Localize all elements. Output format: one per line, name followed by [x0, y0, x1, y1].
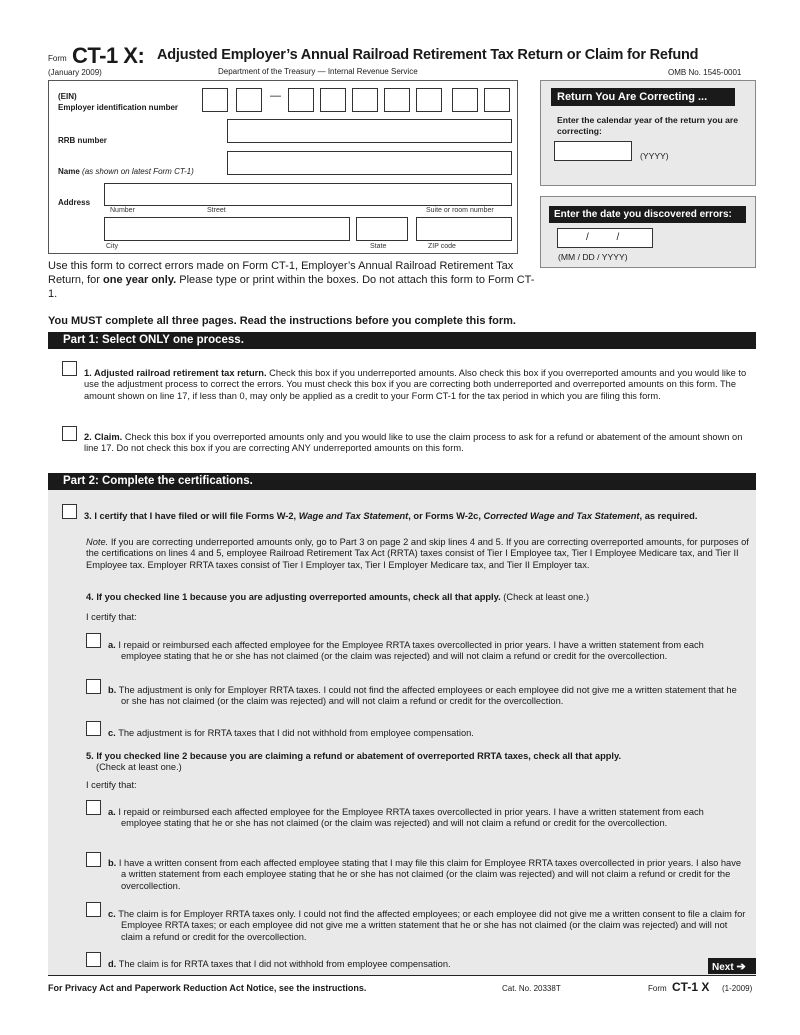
address-label: Address	[58, 198, 91, 207]
name-note: (as shown on latest Form CT-1)	[82, 167, 194, 176]
note-body: If you are correcting underreported amounts only, go to Part 3 on page 2 and skip lines 4 and 5. If you are correcting overreported amounts, for purposes of the certifications on lines 4 and 5, employee Railroad Retirement Tax Act (RRTA) taxes consist of Tier I Employee tax, Tier I Employee Medicare tax, and Tier II Employee tax. Employer RRTA taxes consist of Tier I Employer tax, Tier I Employer Medicare tax, and Tier II Employer tax.	[86, 537, 749, 570]
ein-label: (EIN)	[58, 92, 77, 101]
footer-rule	[48, 975, 756, 976]
line3-text	[84, 511, 744, 522]
street-address-input[interactable]	[104, 183, 512, 206]
line1-lead: 1. Adjusted railroad retirement tax return.	[84, 368, 267, 378]
line5a-letter: a.	[108, 807, 116, 817]
line5-certify: I certify that:	[86, 780, 137, 790]
privacy-notice: For Privacy Act and Paperwork Reduction Act Notice, see the instructions.	[48, 983, 367, 993]
line5c-checkbox[interactable]	[86, 902, 101, 917]
city-input[interactable]	[104, 217, 350, 241]
line2-lead: 2. Claim.	[84, 432, 123, 442]
intro-text-bold: one year only.	[103, 274, 177, 286]
line5d-text	[108, 959, 708, 970]
note-label: Note.	[86, 537, 109, 547]
ein-dash: —	[270, 90, 281, 102]
ein-digit-6[interactable]	[384, 88, 410, 112]
line5c-body: The claim is for Employer RRTA taxes only. I could not find the affected employees; or each employee did not give me a written consent to file a claim for Employee RRTA taxes; or each employee did not give me a written statement that he or she has not claimed (or the claim was rejected) and will not claim a refund or credit for the overcollection.	[118, 909, 746, 942]
line4a-body: I repaid or reimbursed each affected employee for the Employee RRTA taxes overcollected in prior years. I have a written statement from each employee stating that he or she has not claimed (or the claim was rejected) and will not claim a refund or credit for the overcollection.	[118, 640, 704, 662]
return-correcting-heading: Return You Are Correcting ...	[551, 88, 735, 106]
line5b-body: I have a written consent from each affected employee stating that I may file this claim for Employee RRTA taxes overcollected in prior years. I also have a written statement from each employee stating that he or she has not claimed (or the claim was rejected) and will not claim a refund or credit for the overcollection.	[118, 858, 742, 891]
line5d-body: The claim is for RRTA taxes that I did not withhold from employee compensation.	[118, 959, 451, 969]
footer-form-number: CT-1 X	[672, 980, 710, 994]
line3-a: 3. I certify that I have filed or will file Forms W-2,	[84, 511, 299, 521]
footer-form-label: Form	[648, 984, 667, 993]
line4b-letter: b.	[108, 685, 117, 695]
suite-label: Suite or room number	[426, 207, 494, 214]
form-number: CT-1 X:	[72, 43, 145, 68]
line4-certify: I certify that:	[86, 612, 137, 622]
line4-tail: (Check at least one.)	[500, 592, 590, 602]
year-format-hint: (YYYY)	[640, 151, 669, 161]
street-label: Street	[207, 207, 226, 214]
line4c-letter: c.	[108, 728, 116, 738]
line5a-checkbox[interactable]	[86, 800, 101, 815]
state-label: State	[370, 243, 387, 250]
line4c-text	[108, 728, 746, 739]
line3-checkbox[interactable]	[62, 504, 77, 519]
name-label-row	[58, 167, 194, 176]
line4b-body: The adjustment is only for Employer RRTA taxes. I could not find the affected employees or each employee did not give me a written statement that he or she has not claimed (or the claim was rejected) and will not claim a refund or credit for the overcollection.	[118, 685, 737, 707]
line5b-text	[108, 858, 746, 892]
line2-text	[84, 432, 748, 455]
line5b-letter: b.	[108, 858, 117, 868]
line5-lead: 5. If you checked line 2 because you are claiming a refund or abatement of overreported RRTA taxes, check all that apply.	[86, 751, 622, 761]
line3-d: Corrected Wage and Tax Statement	[483, 511, 640, 521]
part1-heading: Part 1: Select ONLY one process.	[48, 332, 756, 349]
line4-lead: 4. If you checked line 1 because you are adjusting overreported amounts, check all that apply.	[86, 592, 501, 602]
ein-digit-1[interactable]	[202, 88, 228, 112]
line4-text	[86, 592, 750, 603]
part2-heading: Part 2: Complete the certifications.	[48, 473, 756, 490]
next-label: Next	[712, 962, 734, 973]
calendar-year-instruction: Enter the calendar year of the return you are correcting:	[557, 115, 739, 136]
line5-tail: (Check at least one.)	[96, 762, 182, 772]
next-button[interactable]	[708, 958, 756, 974]
line5b-checkbox[interactable]	[86, 852, 101, 867]
ein-digit-3[interactable]	[288, 88, 314, 112]
line5c-letter: c.	[108, 909, 116, 919]
state-input[interactable]	[356, 217, 408, 241]
form-label: Form	[48, 54, 67, 63]
line4a-text	[108, 640, 746, 663]
line2-checkbox[interactable]	[62, 426, 77, 441]
footer-revision: (1-2009)	[722, 984, 753, 993]
line2-body: Check this box if you overreported amounts only and you would like to use the claim process to ask for a refund or abatement of the amount shown on line 17. Do not check this box if you are correcting ANY underreported amounts on this form.	[84, 432, 743, 454]
line3-b: Wage and Tax Statement	[298, 511, 409, 521]
discovered-date-input[interactable]: / /	[557, 228, 653, 248]
omb-number: OMB No. 1545-0001	[668, 68, 742, 77]
line5c-text	[108, 909, 746, 943]
form-title: Adjusted Employer’s Annual Railroad Retirement Tax Return or Claim for Refund	[157, 47, 699, 63]
intro-text-b: Please type or print within the boxes. Do not attach this form to Form CT-1.	[48, 274, 535, 300]
form-revision: (January 2009)	[48, 68, 102, 77]
name-input[interactable]	[227, 151, 512, 175]
ein-digit-2[interactable]	[236, 88, 262, 112]
line4a-checkbox[interactable]	[86, 633, 101, 648]
line5d-checkbox[interactable]	[86, 952, 101, 967]
line1-checkbox[interactable]	[62, 361, 77, 376]
line5a-body: I repaid or reimbursed each affected employee for the Employee RRTA taxes overcollected in prior years. I have a written statement from each employee stating that he or she has not claimed (or the claim was rejected) and will not claim a refund or credit for the overcollection.	[118, 807, 704, 829]
discovered-date-heading: Enter the date you discovered errors:	[549, 206, 746, 223]
line3-e: , as required.	[639, 511, 698, 521]
line4b-checkbox[interactable]	[86, 679, 101, 694]
ein-digit-4[interactable]	[320, 88, 346, 112]
line4b-text	[108, 685, 746, 708]
line1-body: Check this box if you underreported amounts. Also check this box if you overreported amounts and you would like to use the adjustment process to correct the errors. You must check this box if you are correcting both underreported and overreported amounts on this form. The amount shown on line 17, if less than 0, may only be applied as a credit to your Form CT-1 for the tax period in which you are filing this form.	[84, 368, 747, 401]
must-complete-notice: You MUST complete all three pages. Read the instructions before you complete this form.	[48, 315, 516, 327]
name-label: Name	[58, 167, 80, 176]
line5d-letter: d.	[108, 959, 117, 969]
arrow-right-icon: ➔	[736, 961, 746, 973]
zip-label: ZIP code	[428, 243, 456, 250]
ein-digit-9[interactable]	[484, 88, 510, 112]
note-text	[86, 537, 750, 571]
rrb-number-input[interactable]	[227, 119, 512, 143]
rrb-label: RRB number	[58, 136, 107, 145]
number-label: Number	[110, 207, 135, 214]
intro-text	[48, 259, 538, 301]
line4a-letter: a.	[108, 640, 116, 650]
ein-digit-5[interactable]	[352, 88, 378, 112]
line5a-text	[108, 807, 746, 830]
line3-c: , or Forms W-2c,	[408, 511, 484, 521]
intro-text-a: Use this form to correct errors made on Form CT-1, Employer’s Annual Railroad Retirement Tax Return, for	[48, 260, 514, 286]
ein-digit-7[interactable]	[416, 88, 442, 112]
city-label: City	[106, 243, 119, 250]
line4c-checkbox[interactable]	[86, 721, 101, 736]
zip-input[interactable]	[416, 217, 512, 241]
line4c-body: The adjustment is for RRTA taxes that I did not withhold from employee compensation.	[118, 728, 474, 738]
catalog-number: Cat. No. 20338T	[502, 984, 561, 993]
date-format-hint: (MM / DD / YYYY)	[558, 252, 628, 262]
ein-digit-8[interactable]	[452, 88, 478, 112]
calendar-year-input[interactable]	[554, 141, 632, 161]
department: Department of the Treasury — Internal Revenue Service	[218, 67, 418, 76]
ein-sublabel: Employer identification number	[58, 103, 179, 112]
line1-text	[84, 368, 748, 402]
